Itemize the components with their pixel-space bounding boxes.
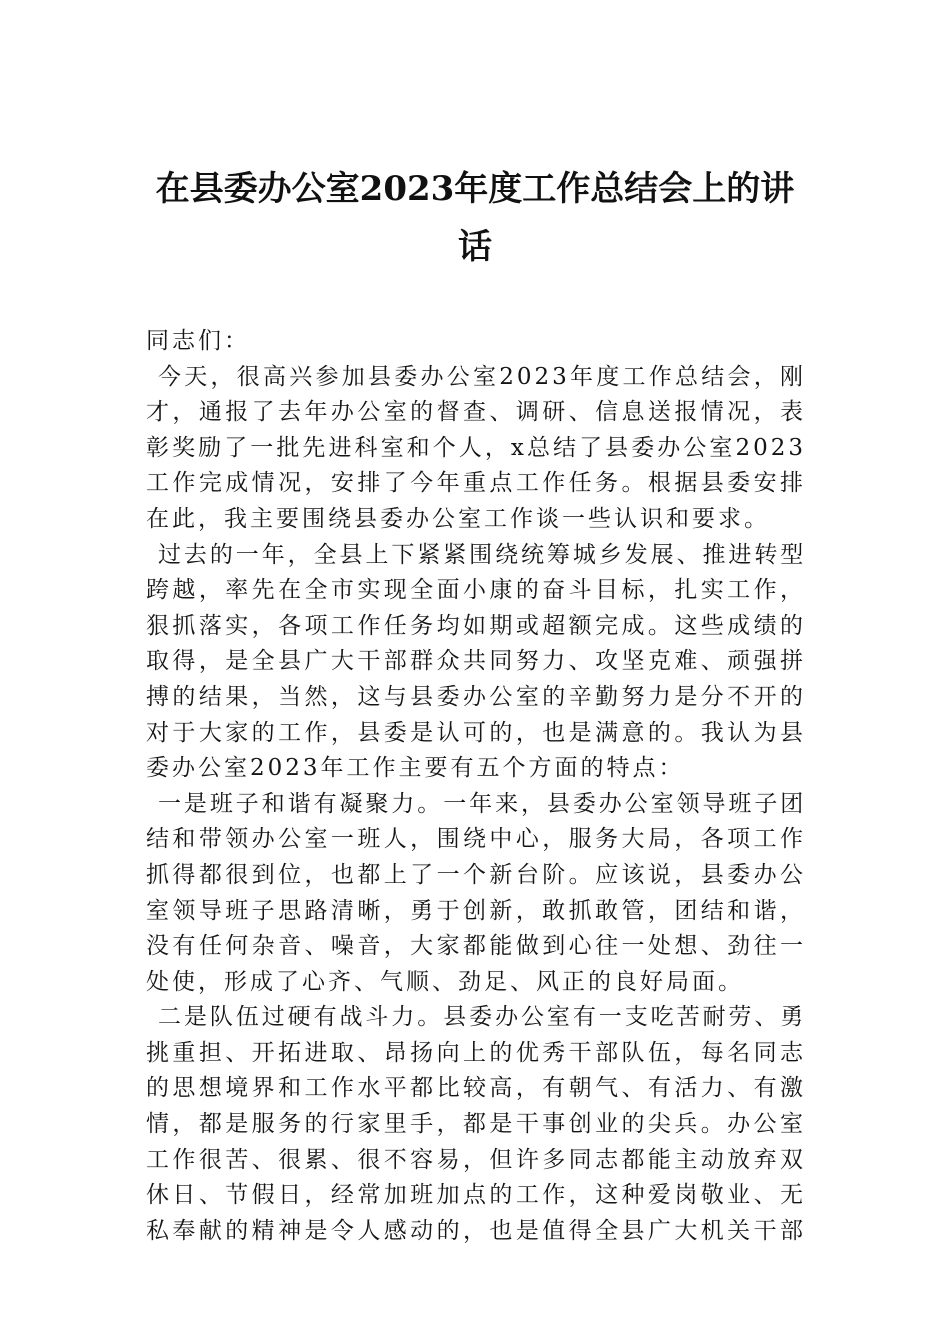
title-line-1: 在县委办公室2023年度工作总结会上的讲 [155,169,795,209]
body-line: 跨越，率先在全市实现全面小康的奋斗目标，扎实工作， [146,577,806,604]
body-line: 在此，我主要围绕县委办公室工作谈一些认识和要求。 [146,505,770,532]
body-line: 委办公室2023年工作主要有五个方面的特点： [146,755,685,782]
body-line: 彰奖励了一批先进科室和个人，x总结了县委办公室2023 [146,434,806,461]
body-line: 今天，很高兴参加县委办公室2023年度工作总结会，刚 [158,363,806,390]
body-line: 二是队伍过硬有战斗力。县委办公室有一支吃苦耐劳、勇 [158,1004,806,1031]
body-line: 休日、节假日，经常加班加点的工作，这种爱岗敬业、无 [146,1182,806,1209]
document-body [146,324,806,1249]
body-line: 私奉献的精神是令人感动的，也是值得全县广大机关干部 [146,1217,806,1244]
body-line: 工作完成情况，安排了今年重点工作任务。根据县委安排 [146,470,806,497]
body-line: 取得，是全县广大干部群众共同努力、攻坚克难、顽强拼 [146,648,806,675]
body-line: 处使，形成了心齐、气顺、劲足、风正的良好局面。 [146,968,744,995]
body-line: 没有任何杂音、噪音，大家都能做到心往一处想、劲往一 [146,933,806,960]
body-line: 抓得都很到位，也都上了一个新台阶。应该说，县委办公 [146,861,806,888]
body-lines [146,360,806,1250]
body-line: 搏的结果，当然，这与县委办公室的辛勤努力是分不开的 [146,683,806,710]
body-line: 室领导班子思路清晰，勇于创新，敢抓敢管，团结和谐， [146,897,806,924]
document-title [140,160,810,276]
body-line: 对于大家的工作，县委是认可的，也是满意的。我认为县 [146,719,806,746]
body-line: 的思想境界和工作水平都比较高，有朝气、有活力、有激 [146,1075,806,1102]
title-line-2: 话 [458,227,492,267]
salutation: 同志们： [146,328,250,354]
body-line: 一是班子和谐有凝聚力。一年来，县委办公室领导班子团 [158,790,806,817]
body-line: 挑重担、开拓进取、昂扬向上的优秀干部队伍，每名同志 [146,1039,806,1066]
body-line: 情，都是服务的行家里手，都是干事创业的尖兵。办公室 [146,1111,806,1138]
body-line: 才，通报了去年办公室的督查、调研、信息送报情况，表 [146,399,806,426]
body-line: 狠抓落实，各项工作任务均如期或超额完成。这些成绩的 [146,612,806,639]
body-line: 工作很苦、很累、很不容易，但许多同志都能主动放弃双 [146,1146,806,1173]
body-line: 结和带领办公室一班人，围绕中心，服务大局，各项工作 [146,826,806,853]
body-line: 过去的一年，全县上下紧紧围绕统筹城乡发展、推进转型 [158,541,806,568]
